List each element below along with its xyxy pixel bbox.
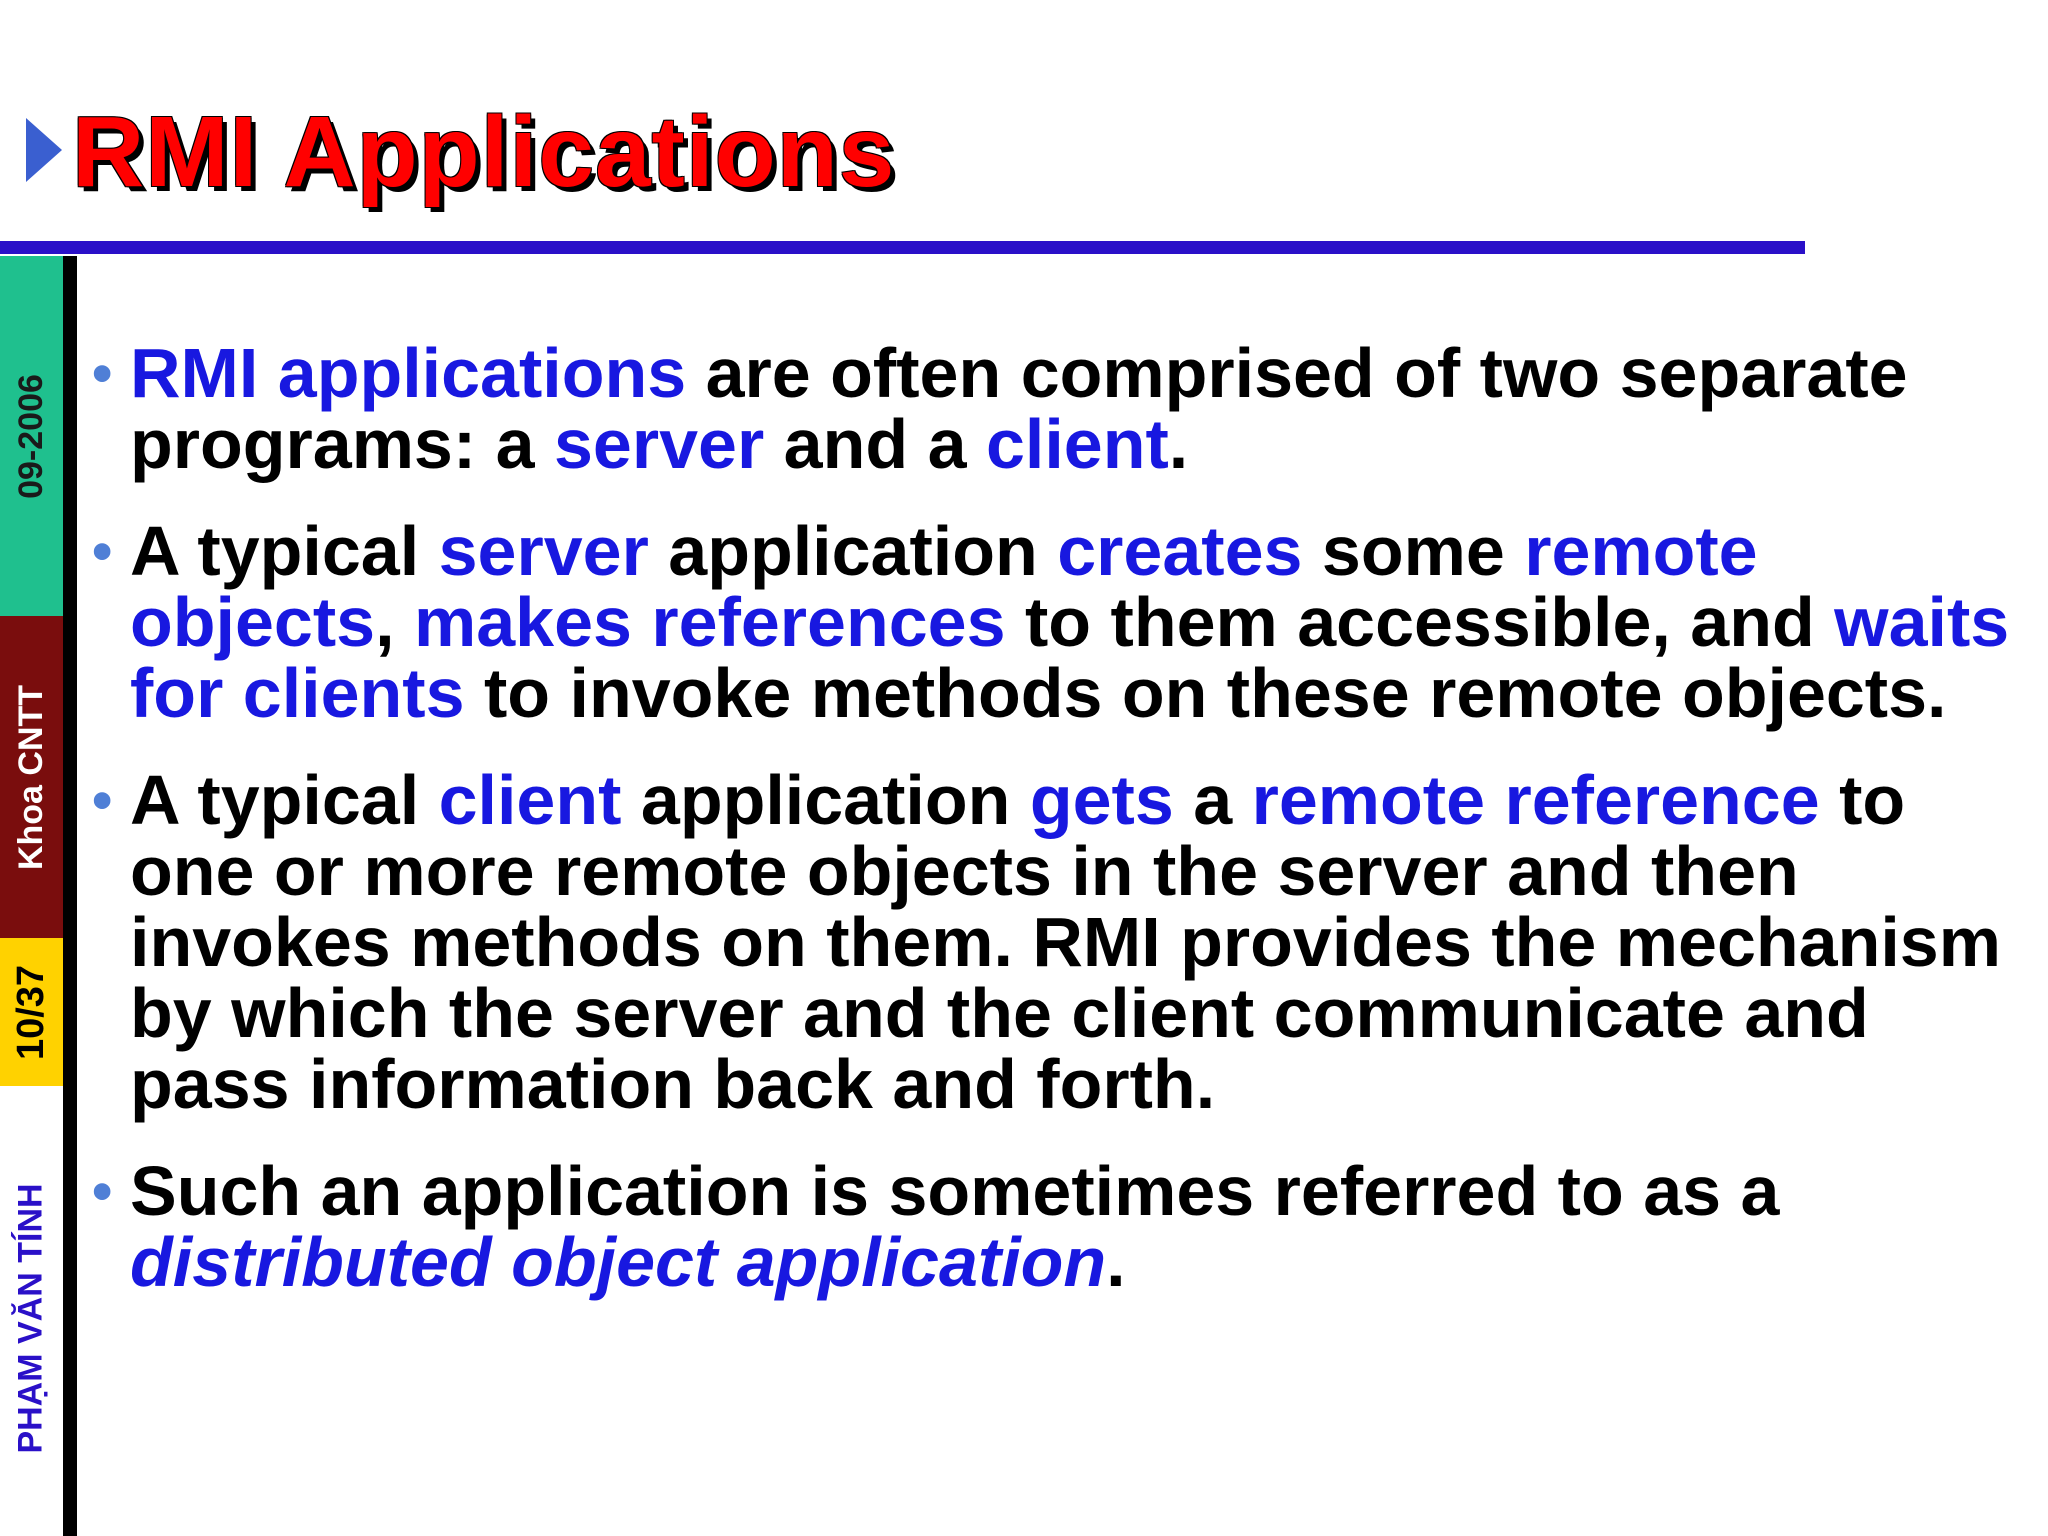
bullet-text: A typical bbox=[130, 512, 439, 590]
bullet-item bbox=[92, 1152, 2022, 1301]
bullet-text: some bbox=[1302, 512, 1525, 590]
bullet-icon: • bbox=[92, 341, 113, 406]
triangle-right-icon bbox=[26, 118, 62, 182]
bullet-icon: • bbox=[92, 1159, 113, 1224]
bullet-icon: • bbox=[92, 519, 113, 584]
highlighted-term: gets bbox=[1029, 761, 1174, 839]
bullet-text: application bbox=[621, 761, 1030, 839]
bullet-text: application bbox=[648, 512, 1058, 590]
bullet-item bbox=[92, 512, 2022, 732]
bullet-text: Such an application is sometimes referred to as a bbox=[130, 1152, 1780, 1230]
bullet-item bbox=[92, 761, 2022, 1123]
bullet-text: a bbox=[1173, 761, 1252, 839]
bullet-text: , bbox=[375, 583, 414, 661]
highlighted-term: server bbox=[554, 405, 765, 483]
sidebar-department-text: Khoa CNTT bbox=[12, 684, 50, 870]
highlighted-term: remote objects bbox=[130, 512, 1758, 661]
bullet-text: . bbox=[1168, 405, 1189, 483]
highlighted-term: RMI applications bbox=[130, 334, 687, 412]
bullet-text: and a bbox=[764, 405, 986, 483]
sidebar-author-text: PHẠM VĂN TÍNH bbox=[12, 1182, 51, 1454]
sidebar-page-number bbox=[0, 938, 63, 1086]
sidebar-date-text: 09-2006 bbox=[12, 373, 50, 499]
highlighted-term: client bbox=[438, 761, 622, 839]
sidebar-date bbox=[0, 256, 63, 616]
bullet-item bbox=[92, 334, 2022, 483]
sidebar-author bbox=[0, 1100, 63, 1536]
bullet-icon: • bbox=[92, 768, 113, 833]
highlighted-term: makes references bbox=[413, 583, 1006, 661]
bullet-text: A typical bbox=[130, 761, 439, 839]
bullet-text: to them accessible, and bbox=[1005, 583, 1835, 661]
highlighted-term: server bbox=[438, 512, 649, 590]
highlighted-term: creates bbox=[1057, 512, 1303, 590]
highlighted-term: distributed object application bbox=[130, 1223, 1107, 1301]
bullet-text: . bbox=[1106, 1223, 1126, 1301]
title-underline bbox=[0, 241, 1805, 254]
bullet-text: to one or more remote objects in the server and then invokes methods on them. RMI provides the mechanism by which the server and the client communicate and pass information back and forth. bbox=[130, 761, 2001, 1123]
sidebar-department bbox=[0, 616, 63, 938]
bullet-text: to invoke methods on these remote objects. bbox=[464, 654, 1947, 732]
bullet-list bbox=[92, 334, 2022, 1334]
highlighted-term: waits for clients bbox=[130, 583, 2010, 732]
highlighted-term: remote reference bbox=[1251, 761, 1820, 839]
bullet-text: are often comprised of two separate programs: a bbox=[130, 334, 1908, 483]
sidebar-page-number-text: 10/37 bbox=[10, 964, 52, 1060]
highlighted-term: client bbox=[985, 405, 1169, 483]
slide-title: RMI Applications bbox=[72, 96, 896, 208]
sidebar-divider bbox=[63, 256, 77, 1536]
